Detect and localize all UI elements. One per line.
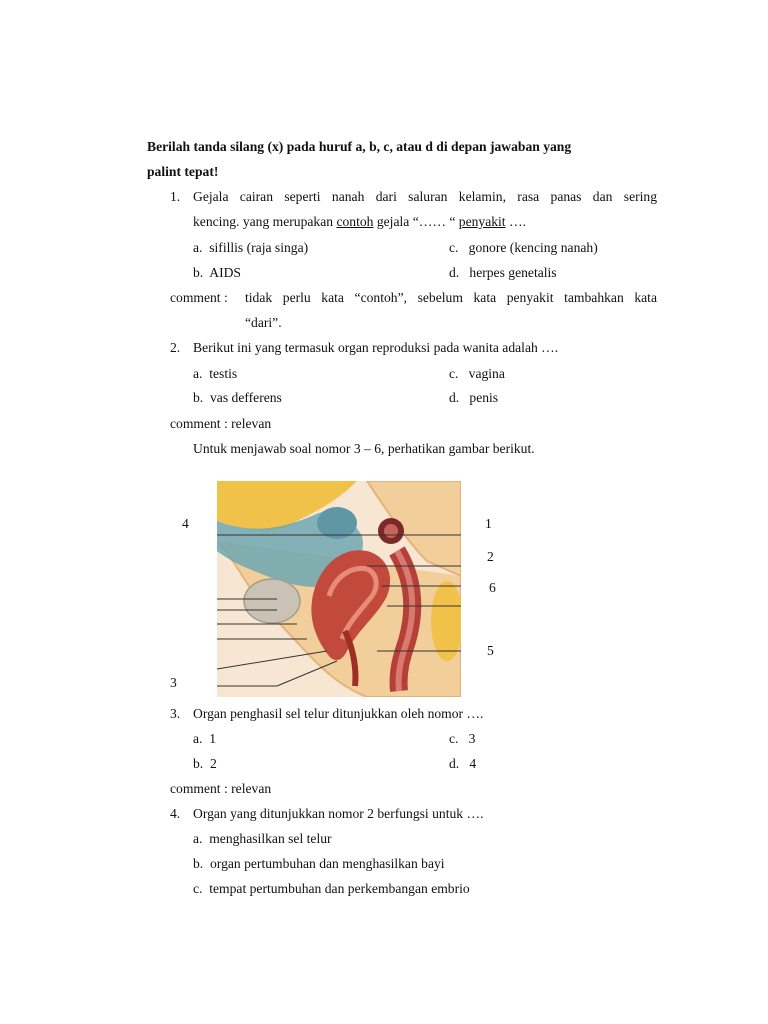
option-text: AIDS bbox=[209, 265, 241, 280]
q4-number: 4. bbox=[170, 806, 181, 821]
option-letter: d. bbox=[449, 265, 460, 280]
q4-option-c bbox=[193, 881, 470, 897]
q1-text-pre: kencing. yang merupakan bbox=[193, 214, 337, 229]
option-letter: b. bbox=[193, 390, 204, 405]
option-letter: a. bbox=[193, 366, 203, 381]
option-letter: a. bbox=[193, 240, 203, 255]
q1-option-a bbox=[193, 240, 308, 256]
q3-option-b bbox=[193, 756, 217, 772]
option-text: organ pertumbuhan dan menghasilkan bayi bbox=[210, 856, 445, 871]
q1-number: 1. bbox=[170, 189, 181, 204]
option-letter: d. bbox=[449, 390, 460, 405]
figure-label-1: 1 bbox=[485, 516, 492, 531]
figure-label-5: 5 bbox=[487, 643, 494, 658]
option-letter: c. bbox=[449, 731, 459, 746]
option-text: menghasilkan sel telur bbox=[209, 831, 332, 846]
option-text: 3 bbox=[468, 731, 476, 746]
q1-underlined-contoh: contoh bbox=[336, 214, 374, 229]
q2-option-d bbox=[449, 390, 498, 406]
option-letter: b. bbox=[193, 265, 204, 280]
option-letter: c. bbox=[193, 881, 203, 896]
figure-label-3: 3 bbox=[170, 675, 177, 690]
option-text: vagina bbox=[468, 366, 505, 381]
option-letter: a. bbox=[193, 831, 203, 846]
q3-number: 3. bbox=[170, 706, 181, 721]
q2-text: Berikut ini yang termasuk organ reproduksi pada wanita adalah …. bbox=[193, 340, 559, 355]
q4-option-a bbox=[193, 831, 332, 847]
q1-comment-label: comment : bbox=[170, 290, 228, 305]
q4-option-b bbox=[193, 856, 445, 872]
option-text: herpes genetalis bbox=[469, 265, 557, 280]
option-letter: c. bbox=[449, 366, 459, 381]
option-text: 4 bbox=[469, 756, 477, 771]
q2-number: 2. bbox=[170, 340, 181, 355]
option-text: sifillis (raja singa) bbox=[209, 240, 309, 255]
option-text: 2 bbox=[210, 756, 217, 771]
figure-label-4: 4 bbox=[182, 516, 189, 531]
q2-option-b bbox=[193, 390, 282, 406]
q2-option-a bbox=[193, 366, 237, 382]
option-letter: a. bbox=[193, 731, 203, 746]
q1-comment-line-1: tidak perlu kata “contoh”, sebelum kata penyakit tambahkan kata bbox=[245, 290, 657, 305]
option-text: 1 bbox=[209, 731, 217, 746]
option-letter: b. bbox=[193, 756, 204, 771]
figure-label-2: 2 bbox=[487, 549, 494, 564]
q1-option-c bbox=[449, 240, 598, 256]
reproductive-anatomy-illustration bbox=[217, 481, 461, 697]
option-letter: c. bbox=[449, 240, 459, 255]
q1-text-line-2 bbox=[193, 214, 526, 230]
q1-text-mid: gejala “…… “ bbox=[373, 214, 459, 229]
q1-text-post: …. bbox=[505, 214, 526, 229]
q2-comment: comment : relevan bbox=[170, 416, 272, 431]
instruction-line-2: palint tepat! bbox=[147, 164, 219, 179]
q3-option-c bbox=[449, 731, 475, 747]
q3-option-a bbox=[193, 731, 216, 747]
option-text: gonore (kencing nanah) bbox=[468, 240, 598, 255]
q2-option-c bbox=[449, 366, 505, 382]
option-letter: d. bbox=[449, 756, 460, 771]
q1-option-b bbox=[193, 265, 241, 281]
q1-text-line-1: Gejala cairan seperti nanah dari saluran kelamin, rasa panas dan sering bbox=[193, 189, 657, 204]
figure-intro: Untuk menjawab soal nomor 3 – 6, perhatikan gambar berikut. bbox=[193, 441, 535, 456]
q1-comment-line-2: “dari”. bbox=[245, 315, 282, 330]
q1-underlined-penyakit: penyakit bbox=[458, 214, 506, 229]
q3-comment: comment : relevan bbox=[170, 781, 272, 796]
q4-text: Organ yang ditunjukkan nomor 2 berfungsi untuk …. bbox=[193, 806, 484, 821]
option-text: tempat pertumbuhan dan perkembangan embrio bbox=[209, 881, 470, 896]
q3-option-d bbox=[449, 756, 476, 772]
option-text: testis bbox=[209, 366, 238, 381]
option-text: vas defferens bbox=[210, 390, 282, 405]
figure-label-6: 6 bbox=[489, 580, 496, 595]
option-letter: b. bbox=[193, 856, 204, 871]
q3-text: Organ penghasil sel telur ditunjukkan oleh nomor …. bbox=[193, 706, 484, 721]
q1-option-d bbox=[449, 265, 557, 281]
instruction-line-1: Berilah tanda silang (x) pada huruf a, b, c, atau d di depan jawaban yang bbox=[147, 139, 572, 154]
option-text: penis bbox=[469, 390, 499, 405]
